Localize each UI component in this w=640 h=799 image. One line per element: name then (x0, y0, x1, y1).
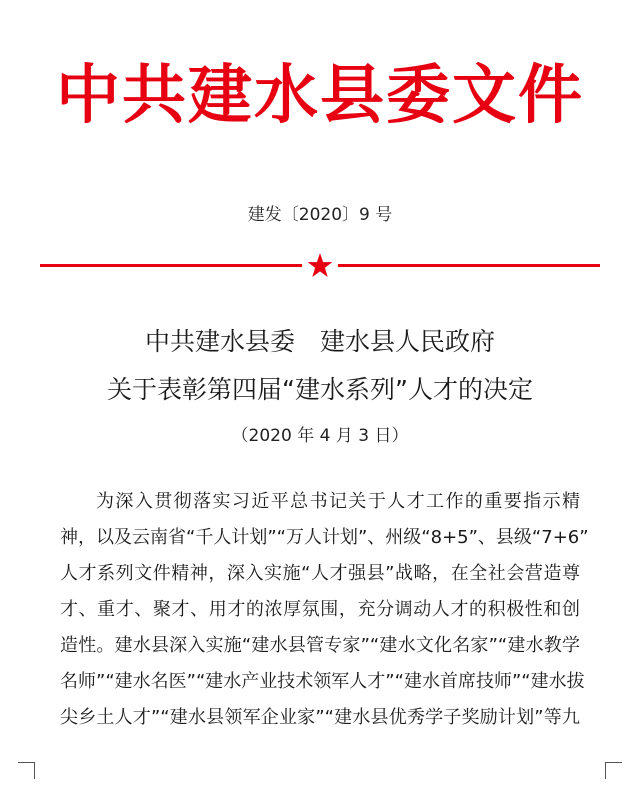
body-line: 造性。建水县深入实施“建水县管专家”“建水文化名家”“建水教学 (60, 635, 580, 656)
divider-line-right (338, 264, 600, 267)
body-line: 为深入贯彻落实习近平总书记关于人才工作的重要指示精 (96, 491, 580, 512)
body-line: 尖乡土人才”“建水县领军企业家”“建水县优秀学子奖励计划”等九 (60, 707, 580, 728)
document-body (60, 484, 589, 736)
red-star-icon (306, 252, 334, 280)
body-line: 名师”“建水名医”“建水产业技术领军人才”“建水首席技师”“建水拔 (60, 671, 585, 692)
document-title-line-1: 中共建水县委 建水县人民政府 (144, 327, 495, 356)
document-date: （2020 年 4 月 3 日） (231, 426, 409, 446)
page-corner-mark-right (605, 762, 622, 779)
divider-line-left (40, 264, 302, 267)
red-divider (40, 252, 600, 280)
document-number: 建发〔2020〕9 号 (247, 205, 393, 225)
body-line: 神，以及云南省“千人计划”“万人计划”、州级“8+5”、县级“7+6” (60, 527, 589, 548)
body-line: 人才系列文件精神，深入实施“人才强县”战略，在全社会营造尊 (60, 563, 580, 584)
document-title-line-2: 关于表彰第四届“建水系列”人才的决定 (107, 375, 533, 404)
page-corner-mark-left (18, 762, 35, 779)
body-line: 才、重才、聚才、用才的浓厚氛围，充分调动人才的积极性和创 (60, 599, 580, 620)
masthead-title: 中共建水县委文件 (56, 59, 584, 133)
